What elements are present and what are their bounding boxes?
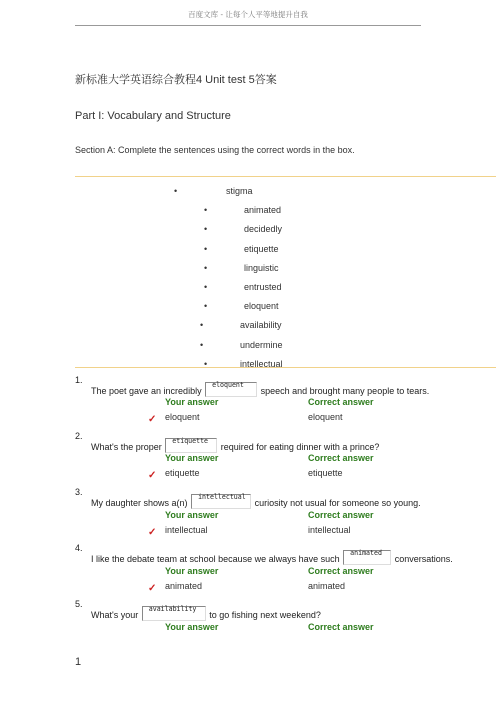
check-icon: ✓ xyxy=(148,527,157,538)
correct-answer-header: Correct answer xyxy=(308,397,374,407)
word-item: • eloquent xyxy=(204,301,279,312)
word-item: • decidedly xyxy=(204,224,283,235)
answer-blank[interactable]: etiquette xyxy=(165,438,217,453)
word-item: • undermine xyxy=(200,339,283,350)
word-item: • linguistic xyxy=(204,262,279,273)
bullet-icon: • xyxy=(204,262,208,273)
correct-answer-value: etiquette xyxy=(308,468,343,478)
check-icon: ✓ xyxy=(148,414,157,425)
document-title: 新标准大学英语综合教程4 Unit test 5答案 xyxy=(75,74,277,86)
your-answer-header: Your answer xyxy=(165,622,219,632)
correct-answer-header: Correct answer xyxy=(308,622,374,632)
word-item: • availability xyxy=(200,320,282,331)
bullet-icon: • xyxy=(204,243,208,254)
header-divider xyxy=(75,25,421,26)
your-answer-header: Your answer xyxy=(165,453,219,463)
bullet-icon: • xyxy=(204,358,208,369)
bullet-icon: • xyxy=(204,224,208,235)
bullet-icon: • xyxy=(204,281,208,292)
word-item: • entrusted xyxy=(204,281,282,292)
bullet-icon: • xyxy=(174,186,178,196)
word-box-top-border xyxy=(75,176,496,177)
bullet-icon: • xyxy=(204,205,208,216)
check-icon: ✓ xyxy=(148,583,157,594)
your-answer-header: Your answer xyxy=(165,510,219,520)
your-answer-header: Your answer xyxy=(165,397,219,407)
section-instructions: Section A: Complete the sentences using the correct words in the box. xyxy=(75,145,355,155)
page-number: 1 xyxy=(75,656,82,668)
page-header: 百度文库 - 让每个人平等地提升自我 xyxy=(188,10,308,19)
bullet-icon: • xyxy=(200,339,204,350)
your-answer-value: etiquette xyxy=(165,468,200,478)
correct-answer-header: Correct answer xyxy=(308,566,374,576)
answer-blank[interactable]: eloquent xyxy=(205,382,257,397)
your-answer-value: eloquent xyxy=(165,412,200,422)
word-item: • stigma xyxy=(174,186,253,196)
bullet-icon: • xyxy=(204,301,208,312)
correct-answer-header: Correct answer xyxy=(308,453,374,463)
answer-blank[interactable]: animated xyxy=(343,550,391,565)
word-item: • etiquette xyxy=(204,243,279,254)
answer-blank[interactable]: availability xyxy=(142,606,206,621)
word-box-bottom-border xyxy=(75,367,496,368)
word-item: • intellectual xyxy=(204,358,283,369)
word-box-list xyxy=(160,185,350,377)
part-heading: Part I: Vocabulary and Structure xyxy=(75,110,231,122)
answer-blank[interactable]: intellectual xyxy=(191,494,251,509)
correct-answer-value: animated xyxy=(308,581,346,591)
your-answer-value: intellectual xyxy=(165,525,208,535)
check-icon: ✓ xyxy=(148,470,157,481)
your-answer-value: animated xyxy=(165,581,203,591)
correct-answer-header: Correct answer xyxy=(308,510,374,520)
correct-answer-value: intellectual xyxy=(308,525,351,535)
correct-answer-value: eloquent xyxy=(308,412,343,422)
word-item: • animated xyxy=(204,205,282,216)
your-answer-header: Your answer xyxy=(165,566,219,576)
bullet-icon: • xyxy=(200,320,204,331)
